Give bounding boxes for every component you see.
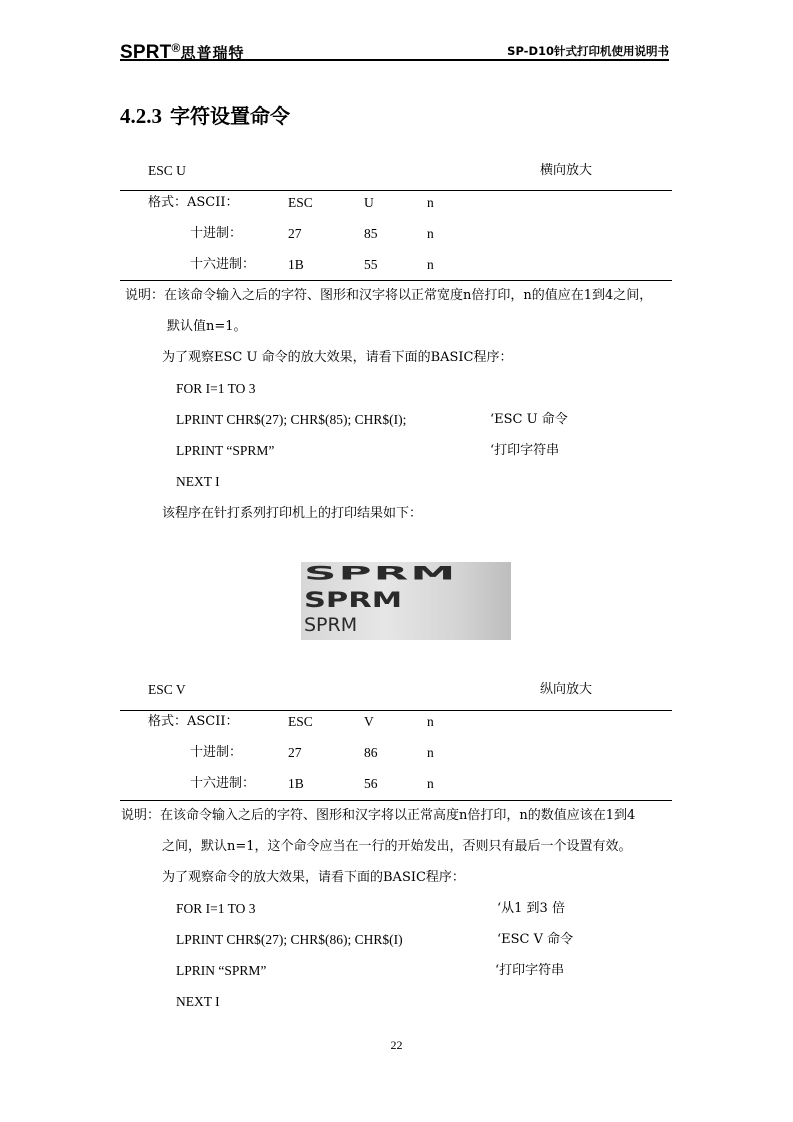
ascii-cell: n	[427, 195, 434, 210]
example-intro: 为了观察ESC U 命令的放大效果，请看下面的BASIC程序：	[162, 350, 513, 365]
decimal-cell: 85	[364, 226, 378, 241]
example-intro: 为了观察命令的放大效果，请看下面的BASIC程序：	[162, 870, 465, 885]
page-number: 22	[390, 1038, 403, 1052]
description-text: 默认值n=1。	[167, 319, 247, 334]
format-label: 格式：ASCII：	[148, 714, 239, 729]
hex-label: 十六进制：	[190, 776, 256, 791]
code-line: FOR I=1 TO 3	[176, 381, 256, 396]
description-text: 之间，默认n=1，这个命令应当在一行的开始发出，否则只有最后一个设置有效。	[162, 839, 632, 854]
ascii-cell: ESC	[288, 195, 313, 210]
code-line: LPRINT “SPRM”	[176, 443, 275, 458]
code-line: LPRINT CHR$(27); CHR$(86); CHR$(I)	[176, 932, 403, 947]
code-comment: ‘打印字符串	[490, 443, 560, 458]
command-name: ESC V	[148, 682, 186, 697]
section-heading	[120, 103, 290, 129]
decimal-cell: n	[427, 226, 434, 241]
document-title: SP-D10针式打印机使用说明书	[507, 44, 669, 58]
ascii-cell: n	[427, 714, 434, 729]
print-sample-photo	[301, 562, 511, 640]
code-comment: ‘ESC V 命令	[497, 932, 574, 947]
print-sample-line: SPRM	[304, 614, 358, 636]
ascii-cell: ESC	[288, 714, 313, 729]
hex-cell: n	[427, 776, 434, 791]
registered-mark: ®	[171, 41, 181, 55]
format-label: 格式：ASCII：	[148, 195, 239, 210]
code-line: FOR I=1 TO 3	[176, 901, 256, 916]
print-sample-line: SPRM	[304, 588, 403, 612]
hex-cell: 56	[364, 776, 378, 791]
code-line: LPRINT CHR$(27); CHR$(85); CHR$(I);	[176, 412, 407, 427]
ascii-cell: V	[364, 714, 374, 729]
section-number: 4.2.3	[120, 104, 162, 128]
brand-name: SPRT	[120, 42, 172, 63]
brand-name-cn: 思普瑞特	[180, 45, 245, 62]
hex-cell: 1B	[288, 776, 304, 791]
result-intro: 该程序在针打系列打印机上的打印结果如下：	[162, 506, 423, 521]
table-top-rule	[120, 190, 672, 191]
hex-cell: n	[427, 257, 434, 272]
code-line: LPRIN “SPRM”	[176, 963, 267, 978]
table-top-rule	[120, 710, 672, 711]
table-bottom-rule	[120, 800, 672, 801]
decimal-cell: 27	[288, 745, 302, 760]
hex-cell: 55	[364, 257, 378, 272]
decimal-cell: 27	[288, 226, 302, 241]
code-comment: ‘ESC U 命令	[490, 412, 568, 427]
table-bottom-rule	[120, 280, 672, 281]
decimal-cell: n	[427, 745, 434, 760]
hex-label: 十六进制：	[190, 257, 256, 272]
header-rule	[120, 59, 669, 61]
description-text: 说明：在该命令输入之后的字符、图形和汉字将以正常宽度n倍打印，n的值应在1到4之间，	[125, 288, 653, 303]
decimal-cell: 86	[364, 745, 378, 760]
command-function: 纵向放大	[540, 682, 593, 697]
ascii-cell: U	[364, 195, 374, 210]
code-comment: ‘从1 到3 倍	[497, 901, 565, 916]
description-text: 说明：在该命令输入之后的字符、图形和汉字将以正常高度n倍打印，n的数值应该在1到4	[121, 808, 636, 823]
code-line: NEXT I	[176, 474, 220, 489]
print-sample-line: SPRM	[304, 563, 458, 585]
section-title: 字符设置命令	[170, 104, 290, 128]
command-name: ESC U	[148, 163, 186, 178]
code-line: NEXT I	[176, 994, 220, 1009]
code-comment: ‘打印字符串	[495, 963, 565, 978]
hex-cell: 1B	[288, 257, 304, 272]
command-function: 横向放大	[540, 163, 593, 178]
decimal-label: 十进制：	[190, 745, 243, 760]
decimal-label: 十进制：	[190, 226, 243, 241]
